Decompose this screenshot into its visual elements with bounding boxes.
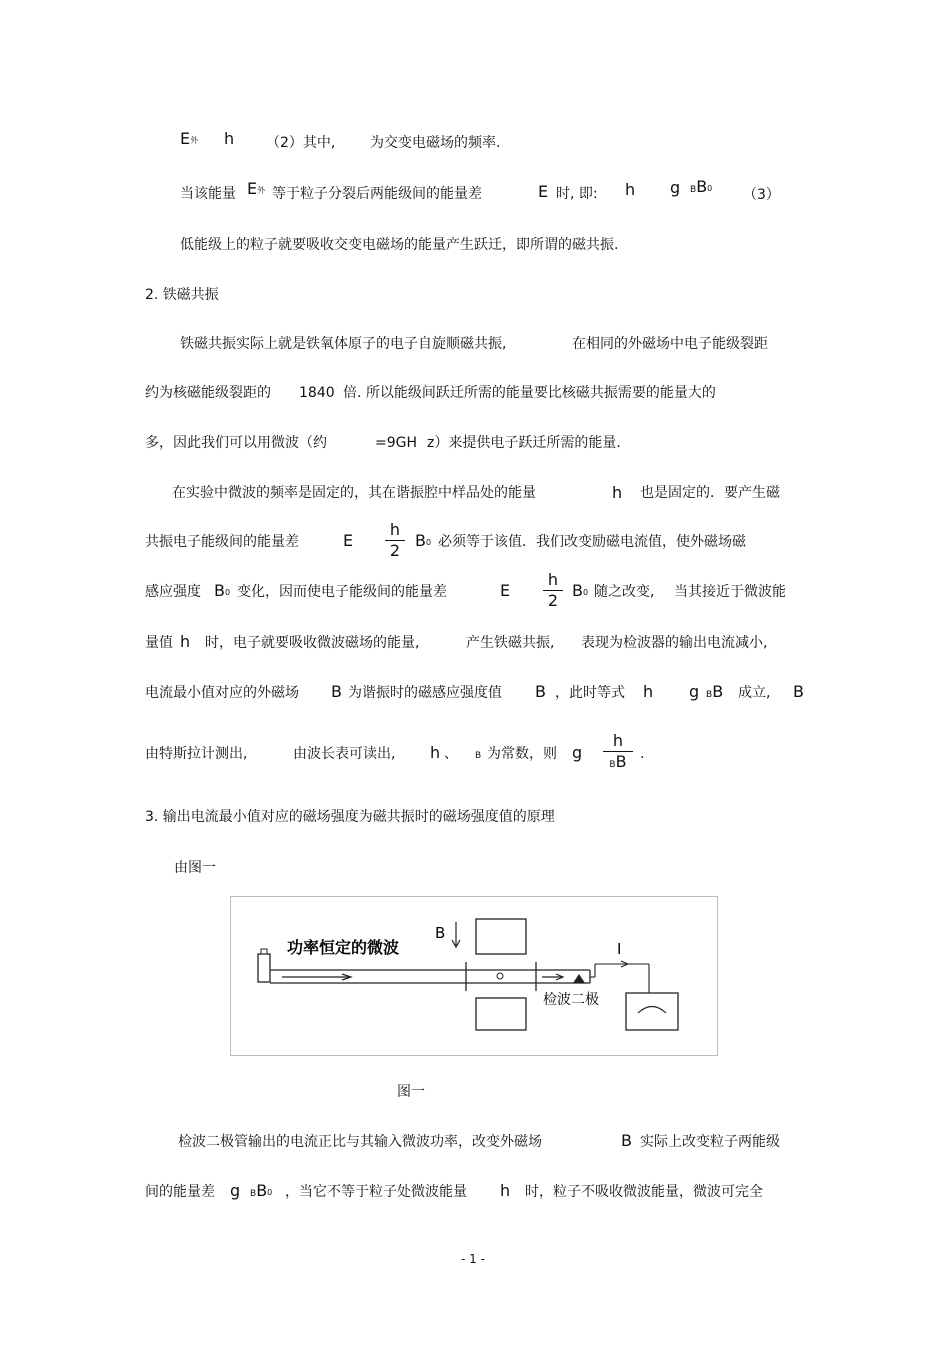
figure-caption: 图一 (397, 1084, 425, 1100)
formula-h: h (500, 1181, 511, 1200)
formula-B: B (793, 682, 804, 701)
text-p7-c: 产生铁磁共振, (466, 635, 555, 651)
text-p9-a: 由特斯拉计测出, (145, 746, 248, 762)
text-p5-b: 必须等于该值．我们改变励磁电流值，使外磁场磁 (438, 534, 746, 550)
text-p2-b: 倍. 所以能级间跃迁所需的能量要比核磁共振需要的能量大的 (343, 385, 716, 401)
source-cap (261, 949, 267, 954)
text-p2-a: 约为核磁能级裂距的 (145, 385, 271, 401)
text-p4-a: 在实验中微波的频率是固定的，其在谐振腔中样品处的能量 (172, 485, 536, 501)
fraction-h-over-muB-B: h BB (603, 732, 633, 774)
section-heading-2: 2. 铁磁共振 (145, 287, 219, 303)
text-p7-b: 时，电子就要吸收微波磁场的能量, (205, 635, 420, 651)
formula-B: B (331, 682, 342, 701)
text-p7-d: 表现为检波器的输出电流减小, (581, 635, 768, 651)
formula-E-ext-2: E外 (247, 179, 266, 198)
formula-E: E (538, 182, 549, 201)
text-line1-a: （2）其中, (266, 135, 336, 151)
figure-one (230, 896, 718, 1056)
text-p8-d: 成立, (738, 685, 771, 701)
text-p8-b: 为谐振时的磁感应强度值 (348, 685, 502, 701)
text-p10-a: 检波二极管输出的电流正比与其输入微波功率，改变外磁场 (178, 1134, 542, 1150)
formula-g: g (572, 743, 583, 762)
text-p8-c: ，此时等式 (555, 685, 625, 701)
formula-muB0: BB0 (250, 1181, 273, 1200)
section-heading-3: 3. 输出电流最小值对应的磁场强度为磁共振时的磁场强度值的原理 (145, 809, 555, 825)
text-p9-c: 、 (444, 746, 458, 762)
text-p11-b: ，当它不等于粒子处微波能量 (285, 1184, 467, 1200)
text-p3-c: z）来提供电子跃迁所需的能量. (427, 435, 621, 451)
fraction-h-over-2: h 2 (543, 571, 563, 610)
formula-h: h (180, 632, 191, 651)
figure-border (231, 897, 718, 1056)
fraction-h-over-2: h 2 (385, 521, 405, 560)
text-p10-b: 实际上改变粒子两能级 (640, 1134, 780, 1150)
formula-B: B (621, 1131, 632, 1150)
formula-h: h (625, 180, 636, 199)
formula-muB-sub: B (475, 751, 482, 761)
text-line2-a: 当该能量 (180, 186, 236, 202)
text-p4-b: 也是固定的．要产生磁 (640, 485, 780, 501)
text-p5-a: 共振电子能级间的能量差 (145, 534, 299, 550)
label-detector: 检波二极 (543, 992, 599, 1008)
formula-B0: B0 (572, 581, 589, 600)
microwave-source (258, 954, 270, 982)
text-p11-a: 间的能量差 (145, 1184, 215, 1200)
formula-muB-B: BB (706, 682, 724, 701)
text-p9-b: 由波长表可读出, (293, 746, 396, 762)
text-p7-a: 量值 (145, 635, 173, 651)
text-p1-b: 在相同的外磁场中电子能级裂距 (572, 336, 768, 352)
text-p2-num: 1840 (299, 385, 335, 401)
text-line3: 低能级上的粒子就要吸收交变电磁场的能量产生跃迁，即所谓的磁共振. (180, 237, 619, 253)
text-p3-a: 多，因此我们可以用微波（约 (145, 435, 327, 451)
formula-h: h (224, 129, 235, 148)
formula-h: h (430, 743, 441, 762)
formula-muB0: BB0 (690, 177, 713, 196)
text-p6-b: 变化，因而使电子能级间的能量差 (237, 584, 447, 600)
formula-B0: B0 (214, 581, 231, 600)
text-p1-a: 铁磁共振实际上就是铁氧体原子的电子自旋顺磁共振, (180, 336, 507, 352)
text-p8-a: 电流最小值对应的外磁场 (145, 685, 299, 701)
text-p9-d: 为常数，则 (487, 746, 557, 762)
formula-h: h (643, 682, 654, 701)
text-p3-b: =9GH (375, 435, 418, 451)
label-microwave: 功率恒定的微波 (287, 938, 400, 957)
formula-h: h (612, 483, 623, 502)
magnet-bottom (476, 998, 526, 1030)
label-I: I (617, 940, 622, 958)
text-from-figure: 由图一 (174, 860, 216, 876)
text-p6-c: 随之改变, (594, 584, 655, 600)
label-B: B (435, 924, 446, 942)
text-p6-a: 感应强度 (145, 584, 201, 600)
formula-B0: B0 (415, 531, 432, 550)
equation-number: （3） (743, 187, 780, 203)
formula-g: g (230, 1181, 241, 1200)
sample-icon (497, 973, 503, 979)
formula-B: B (535, 682, 546, 701)
text-line2-c: 时, 即: (556, 186, 598, 202)
text-p9-dot: . (640, 746, 645, 762)
formula-E: E (343, 531, 354, 550)
text-line1-b: 为交变电磁场的频率. (370, 135, 501, 151)
text-p6-d: 当其接近于微波能 (674, 584, 786, 600)
figure-diagram (230, 896, 718, 1056)
formula-E: E (500, 581, 511, 600)
formula-g: g (689, 682, 700, 701)
magnet-top (476, 919, 526, 954)
text-line2-b: 等于粒子分裂后两能级间的能量差 (272, 186, 482, 202)
page-number: - 1 - (461, 1252, 485, 1266)
formula-g: g (670, 178, 681, 197)
text-p11-c: 时，粒子不吸收微波能量，微波可完全 (525, 1184, 763, 1200)
formula-E-ext: E外 (180, 129, 199, 148)
ammeter (626, 993, 678, 1030)
